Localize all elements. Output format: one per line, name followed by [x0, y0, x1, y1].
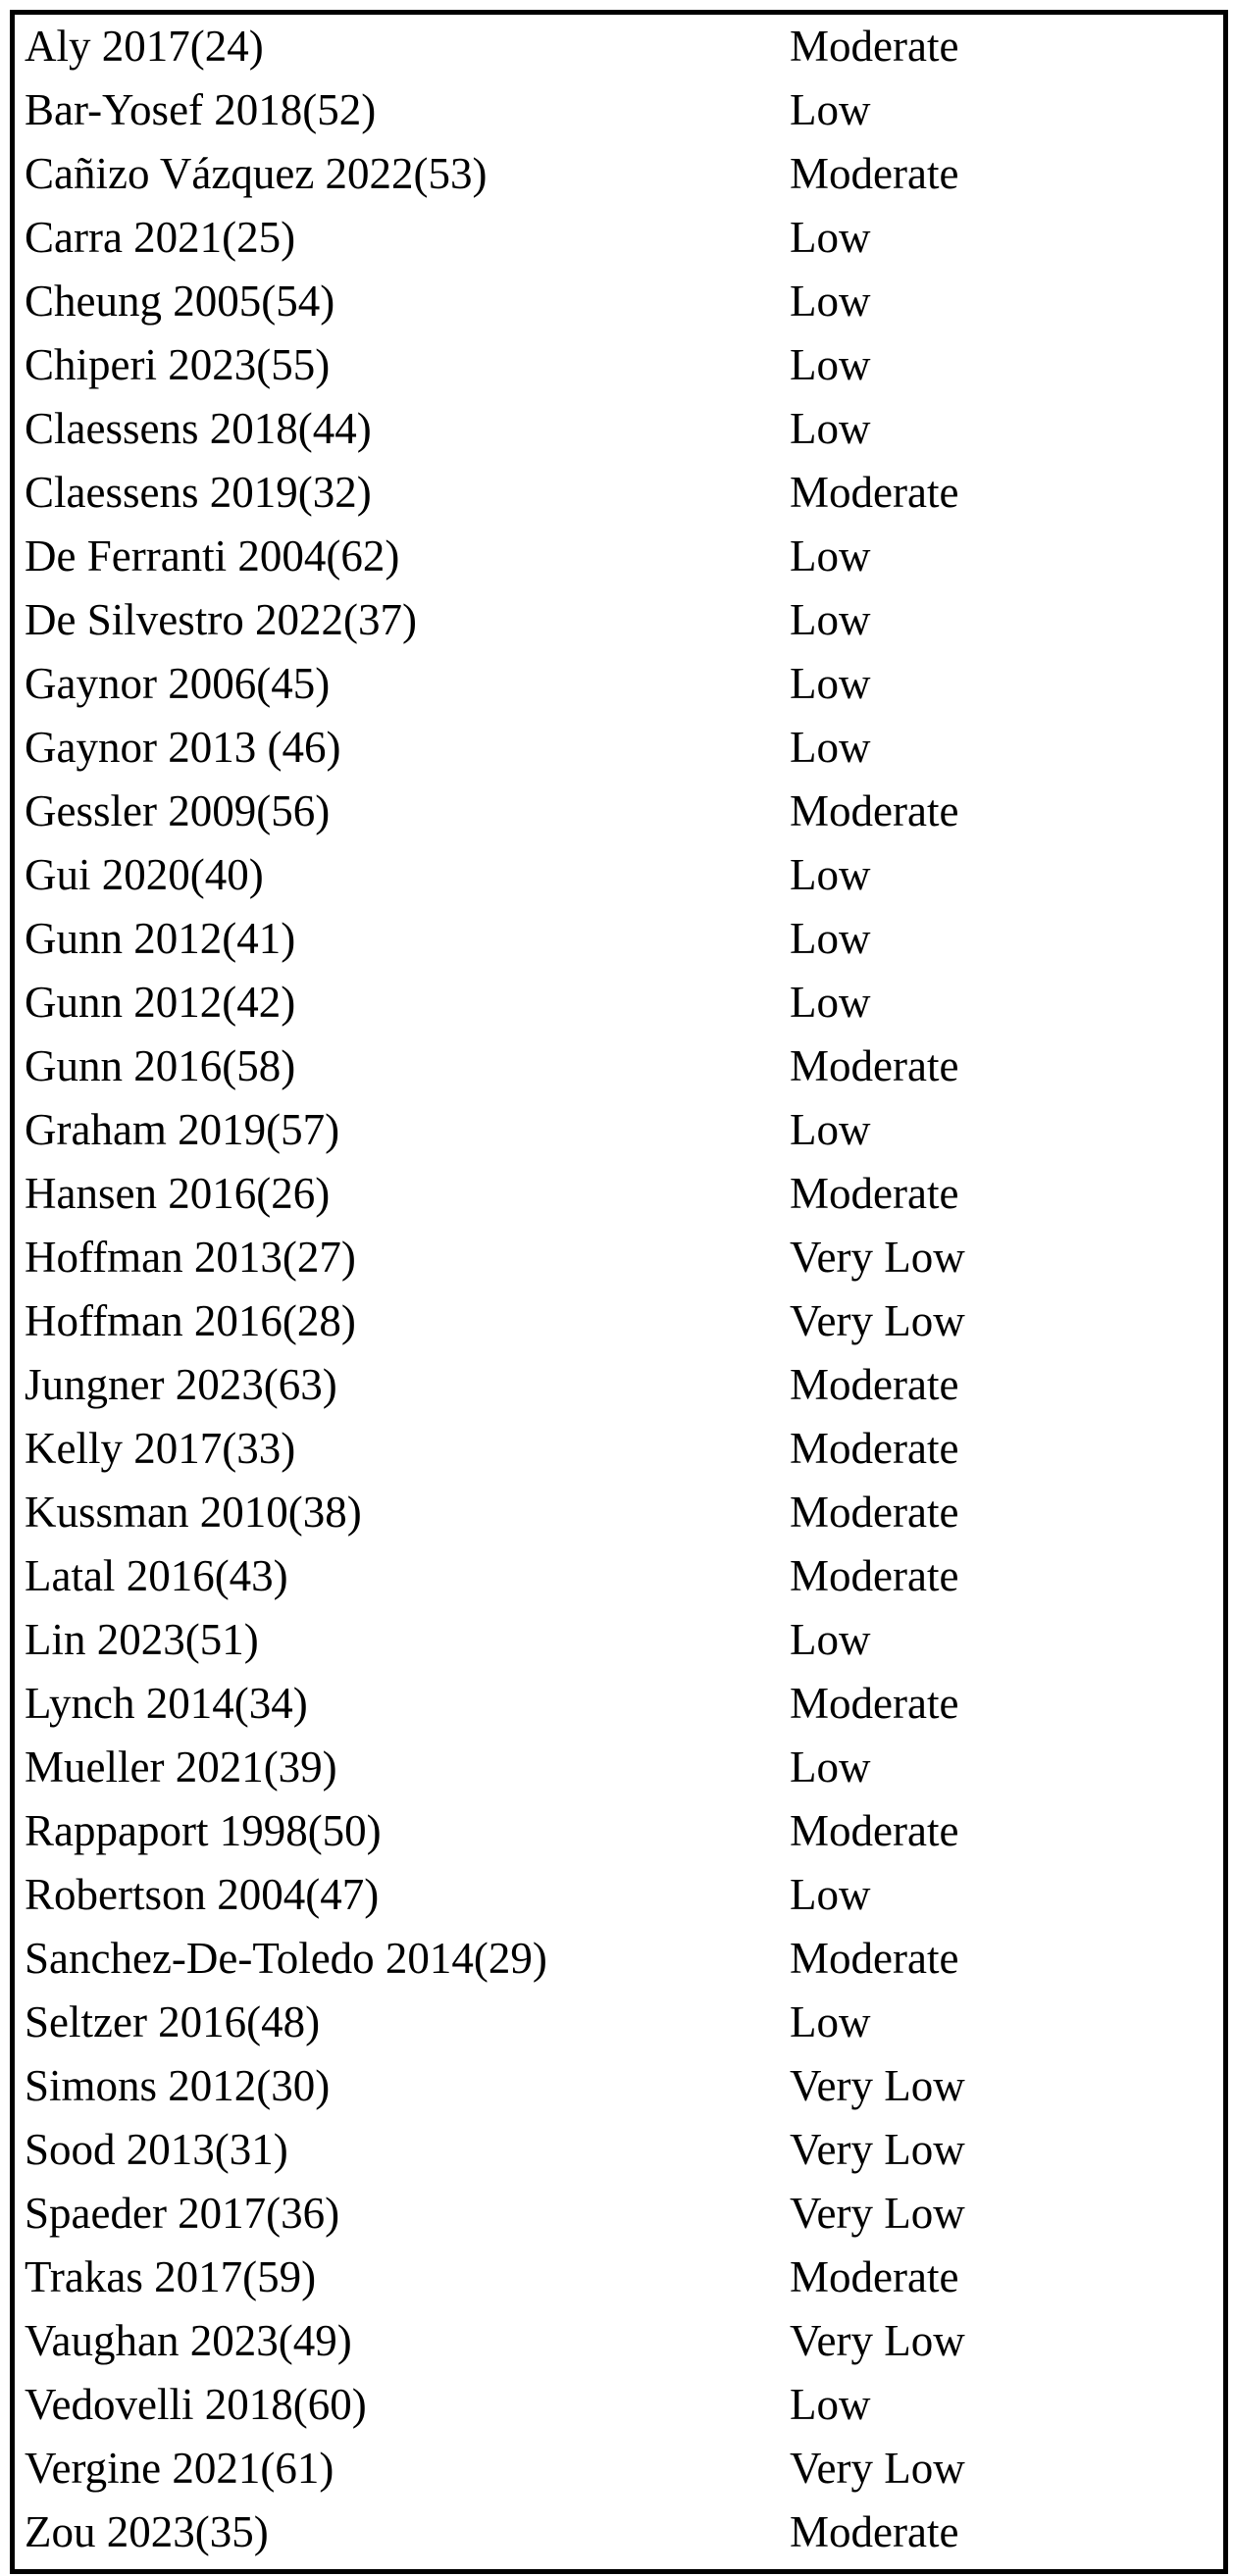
study-cell: Hansen 2016(26) — [25, 1169, 331, 1218]
table-row — [15, 588, 1223, 652]
study-cell: Gunn 2012(41) — [25, 914, 296, 963]
table-row — [15, 1035, 1223, 1098]
study-cell: Vergine 2021(61) — [25, 2444, 334, 2493]
table-row — [15, 1991, 1223, 2054]
table-row — [15, 1353, 1223, 1417]
study-cell: Kelly 2017(33) — [25, 1424, 296, 1473]
study-cell: Vedovelli 2018(60) — [25, 2380, 367, 2429]
table-frame — [10, 10, 1228, 2574]
table-row — [15, 1289, 1223, 1353]
rating-cell: Low — [790, 659, 871, 708]
rating-cell: Very Low — [790, 1296, 965, 1345]
study-cell: Rappaport 1998(50) — [25, 1806, 382, 1855]
rating-cell: Moderate — [790, 1041, 959, 1090]
table-row — [15, 461, 1223, 525]
study-cell: Claessens 2018(44) — [25, 404, 372, 453]
table-row — [15, 1736, 1223, 1799]
table-row — [15, 971, 1223, 1035]
rating-cell: Low — [790, 2380, 871, 2429]
rating-cell: Low — [790, 723, 871, 772]
study-cell: Gui 2020(40) — [25, 850, 264, 899]
table-row — [15, 2182, 1223, 2246]
rating-cell: Very Low — [790, 2444, 965, 2493]
study-cell: Gaynor 2006(45) — [25, 659, 331, 708]
table-row — [15, 1927, 1223, 1991]
study-cell: Chiperi 2023(55) — [25, 340, 331, 389]
table-row — [15, 1672, 1223, 1736]
study-cell: Latal 2016(43) — [25, 1551, 288, 1600]
table-row — [15, 2500, 1223, 2564]
study-cell: Cheung 2005(54) — [25, 277, 335, 326]
study-cell: Gessler 2009(56) — [25, 786, 331, 835]
rating-cell: Low — [790, 595, 871, 644]
table-row — [15, 1162, 1223, 1226]
rating-cell: Very Low — [790, 2316, 965, 2365]
table-row — [15, 1799, 1223, 1863]
rating-cell: Low — [790, 978, 871, 1027]
rating-cell: Moderate — [790, 1551, 959, 1600]
rating-cell: Moderate — [790, 1424, 959, 1473]
rating-cell: Low — [790, 213, 871, 262]
table-row — [15, 270, 1223, 333]
rating-cell: Low — [790, 340, 871, 389]
rating-cell: Moderate — [790, 1806, 959, 1855]
table-row — [15, 206, 1223, 270]
study-cell: Jungner 2023(63) — [25, 1360, 337, 1409]
table-row — [15, 907, 1223, 971]
study-cell: Cañizo Vázquez 2022(53) — [25, 149, 488, 198]
table-row — [15, 2054, 1223, 2118]
study-cell: Bar-Yosef 2018(52) — [25, 85, 377, 134]
rating-cell: Low — [790, 914, 871, 963]
table-row — [15, 652, 1223, 716]
table-row — [15, 1863, 1223, 1927]
rating-cell: Low — [790, 1105, 871, 1154]
study-cell: Lynch 2014(34) — [25, 1679, 308, 1728]
study-cell: Seltzer 2016(48) — [25, 1997, 321, 2046]
table-row — [15, 142, 1223, 206]
table-row — [15, 1608, 1223, 1672]
study-cell: Kussman 2010(38) — [25, 1488, 362, 1537]
table-row — [15, 1098, 1223, 1162]
rating-cell: Moderate — [790, 1679, 959, 1728]
study-cell: Gunn 2016(58) — [25, 1041, 296, 1090]
rating-cell: Moderate — [790, 1169, 959, 1218]
study-cell: Gaynor 2013 (46) — [25, 723, 341, 772]
study-cell: Graham 2019(57) — [25, 1105, 340, 1154]
rating-cell: Low — [790, 85, 871, 134]
rating-cell: Moderate — [790, 1934, 959, 1983]
rating-cell: Low — [790, 531, 871, 581]
rating-cell: Low — [790, 1615, 871, 1664]
table-row — [15, 1544, 1223, 1608]
table-row — [15, 2437, 1223, 2500]
rating-cell: Moderate — [790, 468, 959, 517]
table-row — [15, 78, 1223, 142]
study-cell: Simons 2012(30) — [25, 2061, 331, 2110]
table-row — [15, 333, 1223, 397]
rating-cell: Moderate — [790, 786, 959, 835]
rating-cell: Moderate — [790, 2252, 959, 2301]
study-cell: Zou 2023(35) — [25, 2507, 269, 2556]
table-row — [15, 2373, 1223, 2437]
study-cell: De Silvestro 2022(37) — [25, 595, 417, 644]
table-row — [15, 397, 1223, 461]
rating-cell: Very Low — [790, 2189, 965, 2238]
rating-cell: Moderate — [790, 1488, 959, 1537]
study-cell: Mueller 2021(39) — [25, 1743, 337, 1792]
table-row — [15, 716, 1223, 780]
table-row — [15, 2118, 1223, 2182]
rating-cell: Low — [790, 1997, 871, 2046]
table-row — [15, 1226, 1223, 1289]
table-row — [15, 525, 1223, 588]
table-row — [15, 2246, 1223, 2309]
table-row — [15, 1417, 1223, 1481]
study-cell: Sanchez-De-Toledo 2014(29) — [25, 1934, 547, 1983]
rating-cell: Low — [790, 850, 871, 899]
rating-cell: Very Low — [790, 2061, 965, 2110]
rating-cell: Moderate — [790, 1360, 959, 1409]
study-cell: Spaeder 2017(36) — [25, 2189, 340, 2238]
study-cell: Claessens 2019(32) — [25, 468, 372, 517]
study-cell: Aly 2017(24) — [25, 22, 264, 71]
rating-cell: Moderate — [790, 149, 959, 198]
table-row — [15, 1481, 1223, 1544]
rating-cell: Low — [790, 404, 871, 453]
study-cell: Trakas 2017(59) — [25, 2252, 317, 2301]
study-cell: Hoffman 2013(27) — [25, 1233, 356, 1282]
table-row — [15, 15, 1223, 78]
study-cell: Lin 2023(51) — [25, 1615, 259, 1664]
rating-cell: Moderate — [790, 22, 959, 71]
rating-cell: Very Low — [790, 2125, 965, 2174]
study-cell: Sood 2013(31) — [25, 2125, 288, 2174]
table-row — [15, 2309, 1223, 2373]
rating-cell: Low — [790, 1743, 871, 1792]
table-row — [15, 780, 1223, 843]
table-row — [15, 843, 1223, 907]
rating-cell: Low — [790, 277, 871, 326]
study-cell: De Ferranti 2004(62) — [25, 531, 400, 581]
study-cell: Robertson 2004(47) — [25, 1870, 380, 1919]
study-cell: Vaughan 2023(49) — [25, 2316, 352, 2365]
study-cell: Gunn 2012(42) — [25, 978, 296, 1027]
rating-cell: Low — [790, 1870, 871, 1919]
study-cell: Carra 2021(25) — [25, 213, 296, 262]
study-cell: Hoffman 2016(28) — [25, 1296, 356, 1345]
rating-cell: Very Low — [790, 1233, 965, 1282]
rating-cell: Moderate — [790, 2507, 959, 2556]
